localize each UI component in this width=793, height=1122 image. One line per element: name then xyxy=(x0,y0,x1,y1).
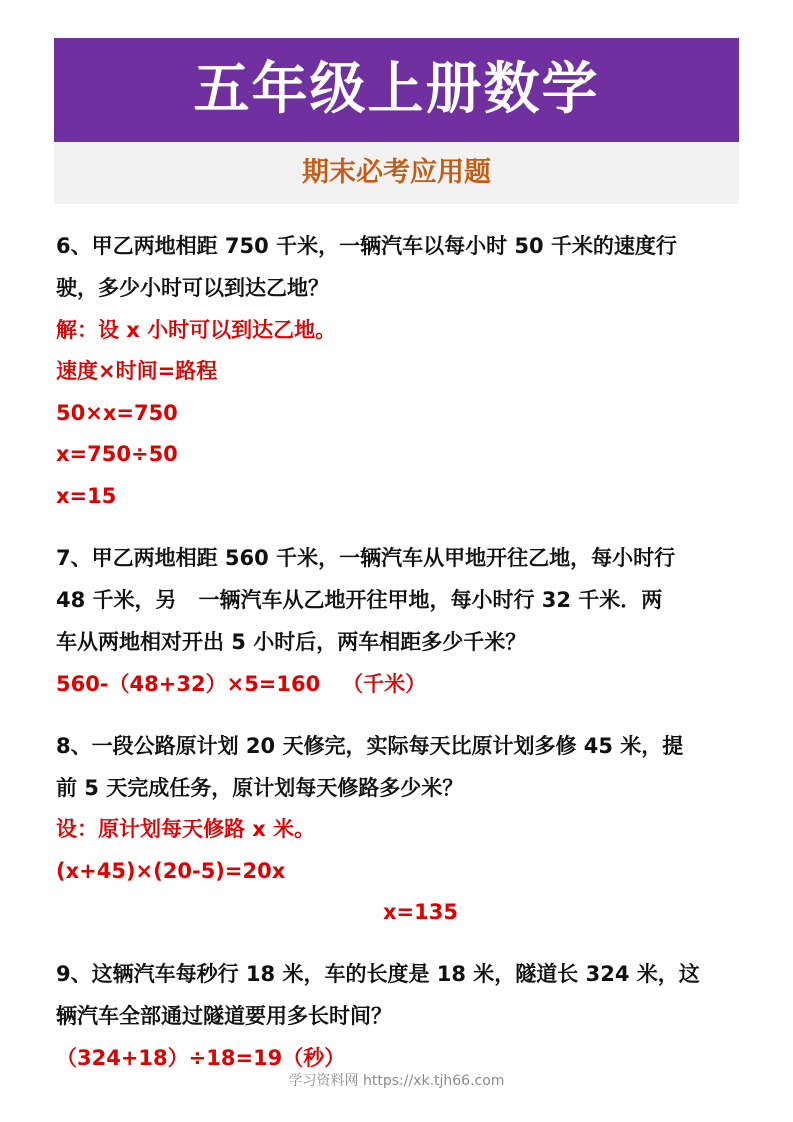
page-subtitle: 期末必考应用题 xyxy=(302,157,491,188)
page-title: 五年级上册数学 xyxy=(193,57,600,122)
problem-7-question-line-2: 48 千米，另 一辆汽车从乙地开往甲地，每小时行 32 千米．两 xyxy=(56,588,663,612)
problem-6-question-line-2: 驶，多少小时可以到达乙地？ xyxy=(56,276,329,300)
problem-9-question-line-2: 辆汽车全部通过隧道要用多长时间？ xyxy=(56,1004,392,1028)
problem-6-answer-line-5: x=15 xyxy=(56,484,117,508)
problem-8-question-line-1: 8、一段公路原计划 20 天修完，实际每天比原计划多修 45 米，提 xyxy=(56,734,684,758)
problem-8-answer-line-2: (x+45)×(20-5)=20x xyxy=(56,859,286,883)
problem-8-answer-line-3: x=135 xyxy=(383,900,458,924)
problem-8-answer-line-1: 设：原计划每天修路 x 米。 xyxy=(56,817,316,841)
problem-7-question-line-3: 车从两地相对开出 5 小时后，两车相距多少千米？ xyxy=(56,630,527,654)
problem-6-answer-line-2: 速度×时间=路程 xyxy=(56,359,218,383)
title-banner xyxy=(54,38,739,142)
problem-6-question-line-1: 6、甲乙两地相距 750 千米，一辆汽车以每小时 50 千米的速度行 xyxy=(56,234,677,258)
problem-7-answer-line-1: 560-（48+32）×5=160 （千米） xyxy=(56,672,427,696)
problem-9-answer-line-1: （324+18）÷18=19（秒） xyxy=(56,1046,346,1070)
problem-7-question-line-1: 7、甲乙两地相距 560 千米，一辆汽车从甲地开往乙地，每小时行 xyxy=(56,546,676,570)
footer-watermark: 学习资料网 https://xk.tjh66.com xyxy=(288,1073,505,1089)
problem-6-answer-line-4: x=750÷50 xyxy=(56,442,178,466)
problem-6-answer-line-1: 解：设 x 小时可以到达乙地。 xyxy=(56,318,337,342)
subtitle-bar xyxy=(54,142,739,204)
problem-9-question-line-1: 9、这辆汽车每秒行 18 米，车的长度是 18 米，隧道长 324 米，这 xyxy=(56,962,700,986)
problem-8-question-line-2: 前 5 天完成任务，原计划每天修路多少米？ xyxy=(56,776,464,800)
problem-6-answer-line-3: 50×x=750 xyxy=(56,401,178,425)
